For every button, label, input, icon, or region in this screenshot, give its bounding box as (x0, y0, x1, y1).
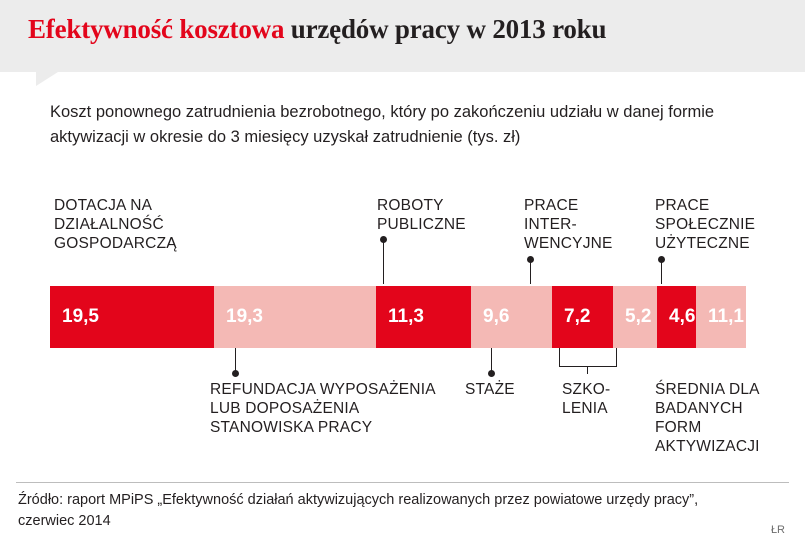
leader-dot-staze (488, 370, 495, 377)
label-prace-interwencyjne: PRACE INTER-WENCYJNE (524, 197, 613, 252)
leader-dot-roboty (380, 236, 387, 243)
label-staze: STAŻE (465, 381, 515, 398)
label-roboty: ROBOTY PUBLICZNE (377, 197, 466, 233)
bar-value-prace-spolecznie: 4,6 (669, 306, 696, 327)
leader-refundacja (235, 348, 236, 372)
bar-staze[interactable] (471, 286, 552, 348)
label-szkolenia: SZKO-LENIA (562, 381, 611, 417)
bar-value-prace-interwencyjne: 7,2 (564, 306, 591, 327)
label-prace-spolecznie: PRACE SPOŁECZNIE UŻYTECZNE (655, 197, 756, 252)
bar-szkolenia[interactable] (613, 286, 657, 348)
speech-bubble-tail (36, 72, 58, 86)
header-banner (0, 0, 805, 72)
chart-area (50, 196, 760, 486)
bar-value-dotacja: 19,5 (62, 306, 99, 327)
leader-staze (491, 348, 492, 372)
page-title-highlight: Efektywność kosztowa (28, 14, 285, 44)
bar-dotacja[interactable] (50, 286, 214, 348)
chart-subtitle: Koszt ponownego zatrudnienia bezrobotnego, który po zakończeniu udziału w danej formie aktywizacji w okresie do 3 miesięcy uzyskał zatrudnienie (tys. zł) (50, 103, 715, 146)
bar-value-staze: 9,6 (483, 306, 510, 327)
bar-value-szkolenia: 5,2 (625, 306, 652, 327)
leader-dot-refundacja (232, 370, 239, 377)
leader-dot-prace-interwencyjne (527, 256, 534, 263)
bar-series (50, 286, 746, 348)
bar-prace-interwencyjne[interactable] (552, 286, 613, 348)
label-dotacja: DOTACJA NA DZIAŁALNOŚĆ GOSPODARCZĄ (54, 197, 177, 252)
label-refundacja: REFUNDACJA WYPOSAŻENIA LUB DOPOSAŻENIA STANOWISKA PRACY (210, 381, 435, 436)
label-srednia: ŚREDNIA DLA BADANYCH FORM AKTYWIZACJI (655, 381, 760, 455)
source-note: Źródło: raport MPiPS „Efektywność działań aktywizujących realizowanych przez powiatowe urzędy pracy”, czerwiec 2014 (18, 492, 699, 529)
bar-srednia[interactable] (696, 286, 746, 348)
bar-refundacja[interactable] (214, 286, 376, 348)
author-credit: ŁR (770, 524, 785, 536)
page-title (28, 14, 606, 45)
bracket-szkolenia (559, 348, 617, 367)
footer-divider (16, 482, 789, 483)
leader-roboty (383, 238, 384, 284)
bar-roboty[interactable] (376, 286, 471, 348)
bar-value-srednia: 11,1 (708, 306, 744, 327)
leader-szkolenia (587, 366, 588, 374)
page-title-rest: urzędów pracy w 2013 roku (284, 14, 607, 44)
bar-value-refundacja: 19,3 (226, 306, 263, 327)
bar-value-roboty: 11,3 (388, 306, 424, 327)
leader-dot-prace-spolecznie (658, 256, 665, 263)
bar-prace-spolecznie[interactable] (657, 286, 696, 348)
